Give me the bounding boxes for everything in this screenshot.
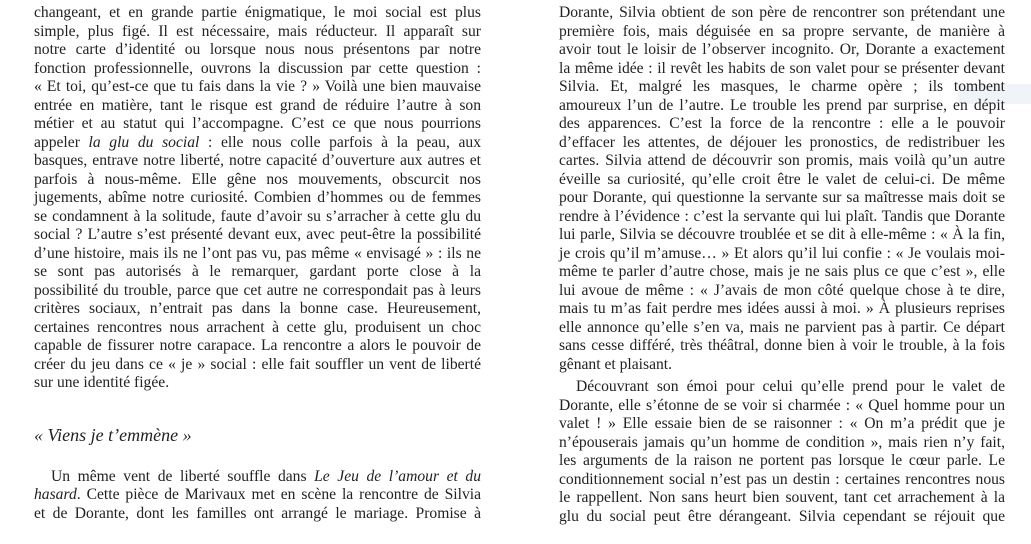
text-line: possibilité du trouble, parce que cet autre ne correspondait pas à leurs [34, 281, 481, 299]
text-line [34, 134, 481, 153]
text-line [34, 468, 481, 487]
text-line: Dorante, elle s’étonne de se voir si charmée : « Quel homme pour un [559, 396, 1005, 414]
text-line: conditionnement social n’est pas un destin : certaines rencontres nous [559, 470, 1005, 488]
left-column [34, 4, 481, 523]
text-line: avoir tout le loisir de l’observer incognito. Or, Dorante a exactement [559, 41, 1005, 58]
text-line: cartes. Silvia attend de découvrir son promis, mais voilà qu’un autre [559, 152, 1005, 169]
section-heading: « Viens je t’emmène » [34, 425, 192, 445]
work-title-italic: Le Jeu de l’amour et du [314, 467, 481, 485]
text-segment: : elle nous colle parfois à la peau, aux [199, 133, 482, 151]
text-line: lui parle, Silvia se découvre troublée et se dit à elle-même : « À la fin, [559, 226, 1005, 243]
text-line: première fois, mais déguisée en sa propre servante, de manière à [559, 22, 1005, 40]
right-column [559, 4, 1005, 526]
text-line: jugements, abîme notre curiosité. Combien d’hommes ou de femmes [34, 189, 481, 206]
text-line: n’épouserais jamais qu’un homme de condition », mais rien n’y fait, [559, 433, 1005, 451]
text-segment: . Cette pièce de Marivaux met en scène la rencontre de Silvia [76, 486, 481, 504]
text-line: Découvrant son émoi pour celui qu’elle prend pour le valet de [576, 378, 1005, 395]
text-line: je crois qu’il m’amuse… » Et alors qu’il lui confie : « Je voulais moi- [559, 244, 1005, 262]
text-line: capable de fissurer notre carapace. La rencontre a alors le pouvoir de [34, 337, 481, 354]
text-line: éveille sa curiosité, qu’elle croit être le valet de celui-ci. De même [559, 170, 1005, 188]
text-line: parfois à nous-même. Elle gêne nos mouvements, obscurcit nos [34, 170, 481, 188]
text-line: social ? L’autre s’est présenté devant eux, avec peut-être la possibilité [34, 226, 481, 243]
text-line: d’effacer les attentes, de déjouer les pronostics, de redistribuer les [559, 133, 1005, 151]
paragraph [34, 468, 481, 524]
text-line: fonction professionnelle, ouvrons la discussion par cette question : [34, 59, 481, 77]
text-line: des apparences. C’est la force de la rencontre : elle a le pouvoir [559, 115, 1005, 132]
text-line: et de Dorante, dont les familles ont arrangé le mariage. Promise à [34, 504, 481, 522]
text-line: sur une identité figée. [34, 374, 170, 391]
text-line: les arguments de la raison ne portent pas lorsque le cœur parle. Le [559, 452, 1005, 469]
text-line: Silvia. Et, malgré les masques, le charme opère ; ils tombent [559, 78, 1005, 95]
text-line: créer du jeu dans ce « je » social : elle fait souffler un vent de liberté [34, 355, 481, 373]
text-line: métier et au statut qui l’accompagne. C’est ce que nous pourrions [34, 115, 481, 132]
text-line: gênant et plaisant. [559, 355, 673, 373]
work-title-italic: hasard [34, 486, 77, 504]
text-line: elle annonce qu’elle s’en va, mais ne parvient pas à partir. Ce départ [559, 318, 1005, 336]
text-line: basques, entrave notre liberté, notre capacité d’ouverture aux autres et [34, 152, 481, 169]
text-line: « Et toi, qu’est-ce que tu fais dans la vie ? » Voilà une bien mauvaise [34, 78, 481, 95]
emphasis-text: la glu du social [88, 133, 200, 151]
text-line: notre carte d’identité ou lorsque nous nous présentons par notre [34, 41, 481, 58]
text-line: se sont pas autorisés à le remarquer, gardant porte close à la [34, 263, 481, 280]
text-line: d’une histoire, mais ils ne l’ont pas vu, pas même « envisagé » : ils ne [34, 244, 481, 262]
text-line: amoureux l’un de l’autre. Le trouble les prend par surprise, en dépit [559, 96, 1005, 114]
paragraph [34, 4, 481, 393]
text-line: le rappellent. Non sans heurt bien souvent, tant cet arrachement à la [559, 489, 1005, 506]
text-line: Dorante, Silvia obtient de son père de rencontrer son prétendant une [559, 4, 1005, 21]
text-line: mais tu m’as fait perdre mes idées aussi à moi. » À plusieurs reprises [559, 300, 1005, 317]
text-line: critères sociaux, n’entrait pas dans la bonne case. Heureusement, [34, 300, 481, 317]
paragraph [559, 4, 1005, 374]
text-line: changeant, et en grande partie énigmatique, le moi social est plus [34, 4, 481, 21]
text-line: simple, plus figé. Il est nécessaire, mais réducteur. Il apparaît sur [34, 22, 481, 40]
text-line: même te parler d’autre chose, mais je ne sais plus ce que c’est », elle [559, 263, 1005, 280]
text-line: rendre à l’évidence : c’est la servante qui lui plaît. Tandis que Dorante [559, 207, 1005, 225]
text-line: entrée en matière, tant le risque est grand de réduire l’autre à son [34, 96, 481, 114]
text-segment: Un même vent de liberté souffle dans [51, 467, 315, 485]
text-line [34, 486, 481, 505]
text-line: la même idée : il revêt les habits de son valet pour se présenter devant [559, 59, 1005, 77]
text-line: valet ! » Elle essaie bien de se raisonner : « On m’a prédit que je [559, 415, 1005, 432]
text-line: pour Dorante, qui questionne la servante sur sa maîtresse mais doit se [559, 189, 1005, 206]
text-segment: appeler [34, 133, 89, 151]
text-line: lui avoue de même : « J’avais de mon côté quelque chose à te dire, [559, 281, 1005, 299]
text-line: se condamnent à la solitude, faute d’avoir su s’arracher à cette glu du [34, 207, 481, 225]
paragraph [559, 378, 1005, 526]
text-line: glu du social peut être dérangeant. Silvia cependant se réjouit que [559, 507, 1005, 525]
text-line: sans cesse différé, très théâtral, donne bien à voir le trouble, à la fois [559, 337, 1005, 354]
text-line: certaines rencontres nous arrachent à cette glu, produisent un choc [34, 318, 481, 336]
